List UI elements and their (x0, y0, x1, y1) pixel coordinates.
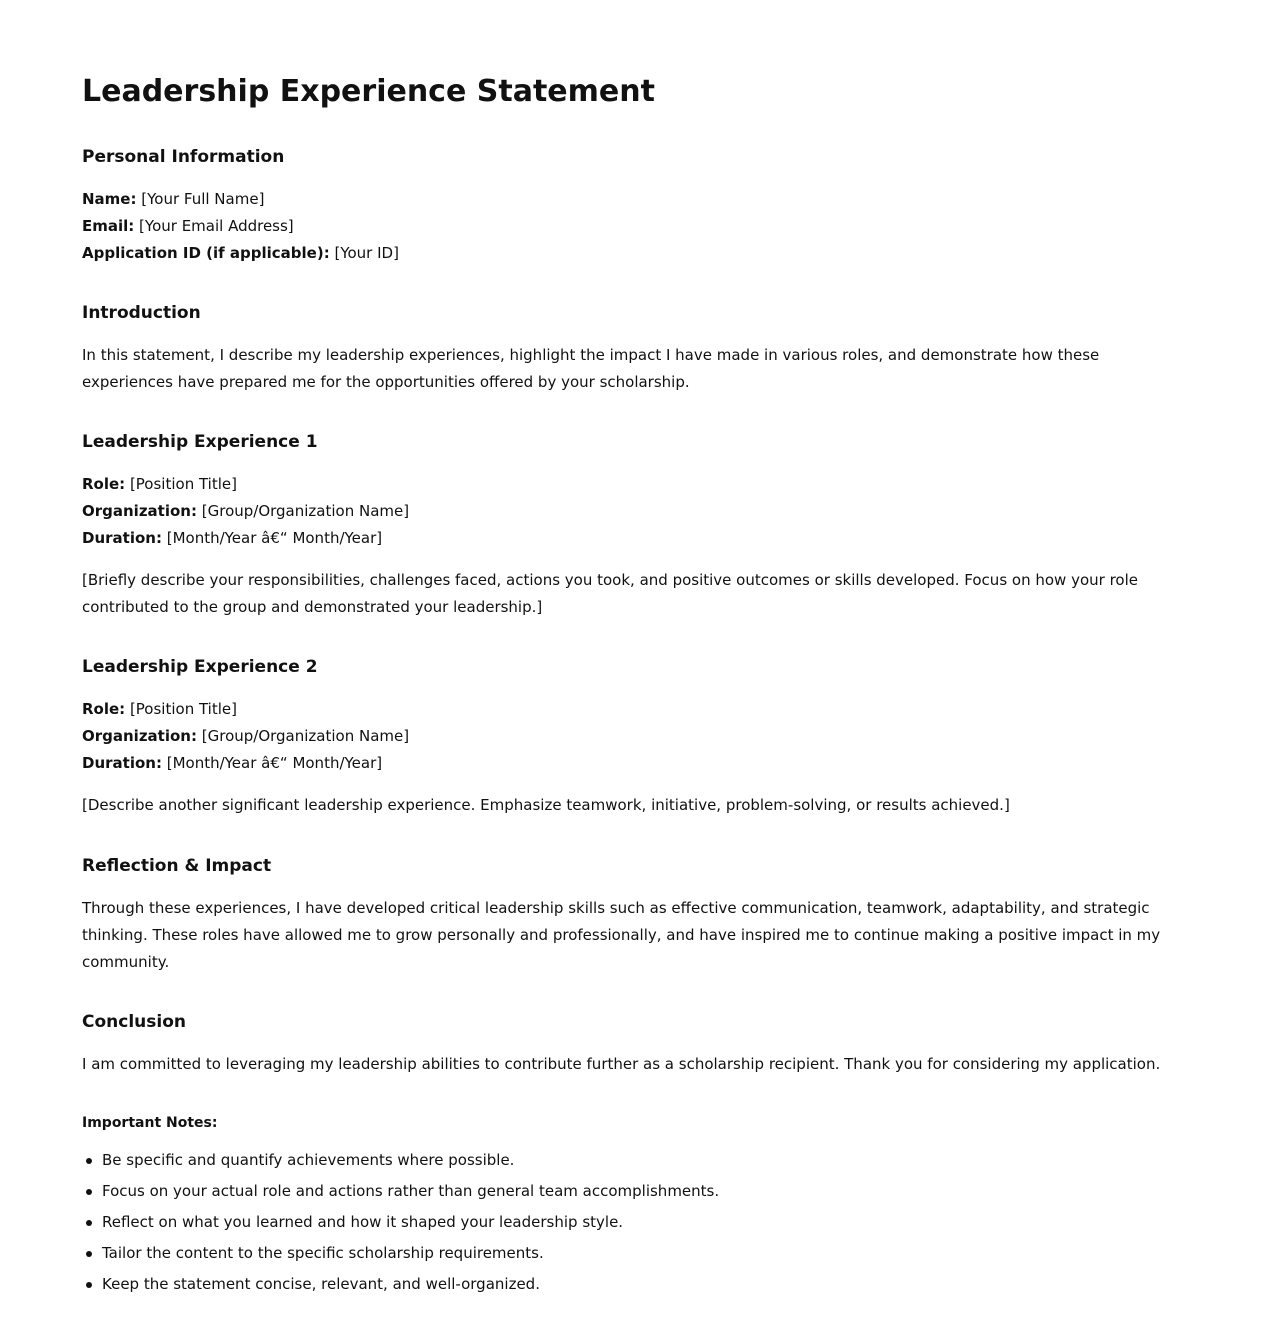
organization-value: [Group/Organization Name] (196, 727, 410, 745)
bullet-icon (86, 1158, 92, 1164)
name-value: [Your Full Name] (136, 190, 265, 208)
duration-label: Duration: (82, 754, 162, 772)
email-value: [Your Email Address] (134, 217, 294, 235)
role-label: Role: (82, 475, 126, 493)
experience-1-role-row (82, 471, 1181, 498)
experience-2-heading: Leadership Experience 2 (82, 657, 318, 677)
bullet-icon (86, 1220, 92, 1226)
important-notes-list (82, 1145, 1181, 1300)
role-value: [Position Title] (125, 700, 237, 718)
experience-2-duration-row (82, 750, 1181, 777)
name-row (82, 186, 1181, 213)
name-label: Name: (82, 190, 137, 208)
experience-1-organization-row (82, 498, 1181, 525)
personal-info-block (82, 186, 1181, 267)
experience-1-details (82, 471, 1181, 552)
duration-label: Duration: (82, 529, 162, 547)
experience-1-description: [Briefly describe your responsibilities, challenges faced, actions you took, and positive outcomes or skills developed. Focus on how your role contributed to the group and demonstrated your leadership.] (82, 571, 1138, 616)
role-label: Role: (82, 700, 126, 718)
important-notes-heading: Important Notes: (82, 1115, 218, 1131)
list-item (82, 1269, 1181, 1300)
conclusion-text: I am committed to leveraging my leadership abilities to contribute further as a scholarship recipient. Thank you for considering my application. (82, 1055, 1161, 1073)
bullet-icon (86, 1282, 92, 1288)
note-text: Keep the statement concise, relevant, and well-organized. (102, 1275, 540, 1293)
duration-value: [Month/Year â€“ Month/Year] (161, 529, 383, 547)
introduction-heading: Introduction (82, 303, 201, 323)
organization-label: Organization: (82, 502, 197, 520)
experience-2-organization-row (82, 723, 1181, 750)
bullet-icon (86, 1251, 92, 1257)
application-id-label: Application ID (if applicable): (82, 244, 330, 262)
document-title: Leadership Experience Statement (82, 74, 655, 109)
bullet-icon (86, 1189, 92, 1195)
organization-value: [Group/Organization Name] (196, 502, 410, 520)
application-id-value: [Your ID] (329, 244, 399, 262)
email-row (82, 213, 1181, 240)
list-item (82, 1207, 1181, 1238)
reflection-heading: Reflection & Impact (82, 856, 272, 876)
note-text: Reflect on what you learned and how it shaped your leadership style. (102, 1213, 624, 1231)
experience-1-duration-row (82, 525, 1181, 552)
note-text: Focus on your actual role and actions rather than general team accomplishments. (102, 1182, 720, 1200)
personal-info-heading: Personal Information (82, 147, 285, 167)
duration-value: [Month/Year â€“ Month/Year] (161, 754, 383, 772)
list-item (82, 1176, 1181, 1207)
note-text: Tailor the content to the specific scholarship requirements. (102, 1244, 544, 1262)
email-label: Email: (82, 217, 135, 235)
organization-label: Organization: (82, 727, 197, 745)
conclusion-heading: Conclusion (82, 1012, 186, 1032)
role-value: [Position Title] (125, 475, 237, 493)
list-item (82, 1145, 1181, 1176)
list-item (82, 1238, 1181, 1269)
application-id-row (82, 240, 1181, 267)
introduction-text: In this statement, I describe my leadership experiences, highlight the impact I have made in various roles, and demonstrate how these experiences have prepared me for the opportunities offered by your scholarship. (82, 346, 1100, 391)
experience-2-role-row (82, 696, 1181, 723)
experience-2-description: [Describe another significant leadership experience. Emphasize teamwork, initiative, problem-solving, or results achieved.] (82, 796, 1010, 814)
note-text: Be specific and quantify achievements where possible. (102, 1151, 515, 1169)
reflection-text: Through these experiences, I have developed critical leadership skills such as effective communication, teamwork, adaptability, and strategic thinking. These roles have allowed me to grow personally and professionally, and have inspired me to continue making a positive impact in my community. (82, 899, 1161, 971)
experience-1-heading: Leadership Experience 1 (82, 432, 318, 452)
experience-2-details (82, 696, 1181, 777)
